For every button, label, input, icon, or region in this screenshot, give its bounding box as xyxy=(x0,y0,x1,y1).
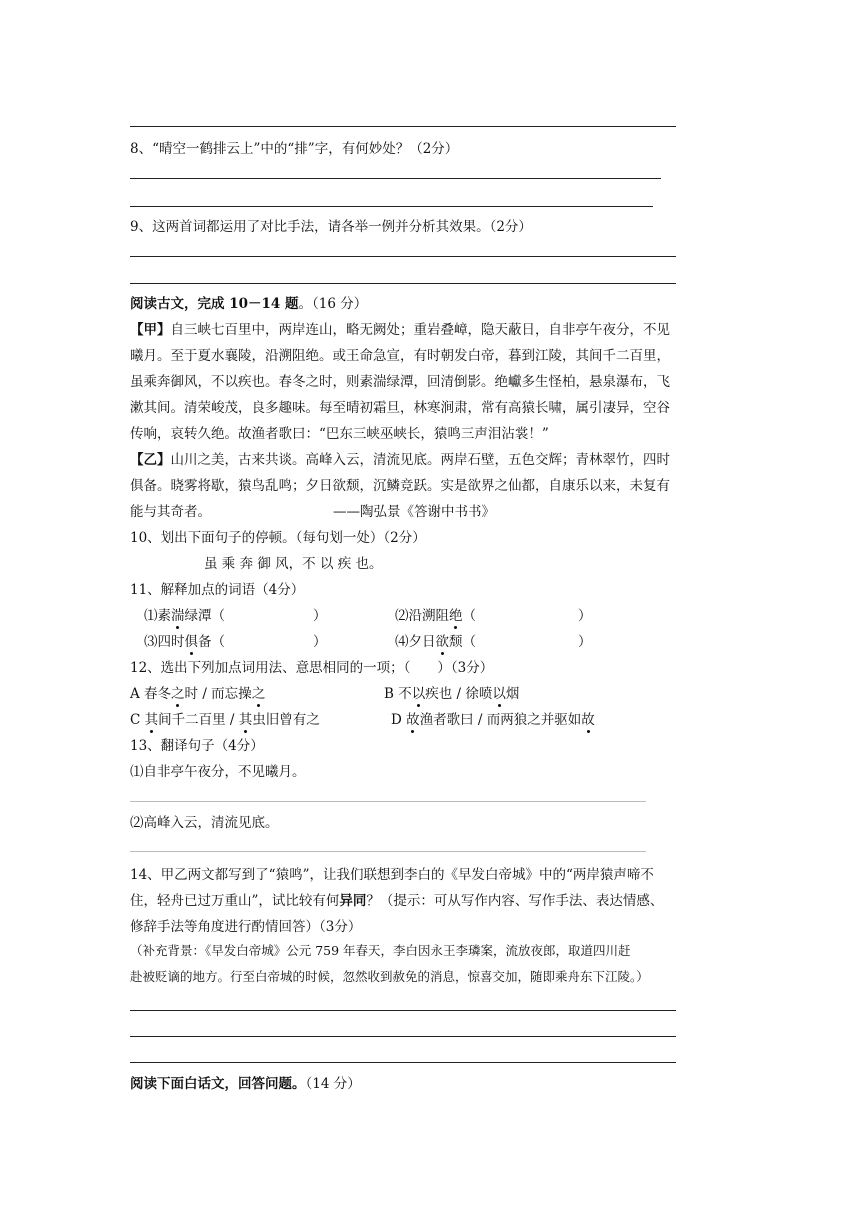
item-text: ⑶四时 xyxy=(144,634,185,650)
question-12: 12、选出下列加点词用法、意思相同的一项；（ ）（3分） xyxy=(130,660,494,676)
q13-sentence-1: ⑴自非亭午夜分，不见曦月。 xyxy=(130,764,306,780)
q11-paren-2: ） xyxy=(578,608,592,624)
question-14-line-2 xyxy=(130,889,663,909)
dotted-word: 之 xyxy=(171,686,185,702)
dotted-word: 以 xyxy=(492,686,506,702)
passage-jia-line-1 xyxy=(130,318,670,338)
q11-paren-1: ） xyxy=(313,608,327,624)
dotted-word: 其 xyxy=(144,712,159,728)
q12-option-a xyxy=(130,682,265,702)
q11-item-2 xyxy=(395,604,476,624)
section-heading-modern xyxy=(130,1072,361,1092)
option-text: 虫旧曾有之 xyxy=(252,712,320,728)
dotted-word: 湍 xyxy=(171,608,185,624)
passage-jia-line-3: 虽乘奔御风，不以疾也。春冬之时，则素湍绿潭，回清倒影。绝巘多生怪柏，悬泉瀑布，飞 xyxy=(130,374,670,390)
q12-option-d xyxy=(391,708,595,728)
passage-jia-line-2: 曦月。至于夏水襄陵，沿溯阻绝。或王命急宣，有时朝发白帝，暮到江陵，其间千二百里， xyxy=(130,348,670,364)
item-text: 绿潭（ xyxy=(184,608,225,624)
answer-line xyxy=(130,178,661,179)
option-text: D xyxy=(391,712,407,728)
item-text: （ xyxy=(462,608,476,624)
dotted-word: 绝 xyxy=(449,608,463,624)
answer-line xyxy=(130,1062,676,1063)
answer-line xyxy=(130,206,653,207)
emphasis-text: 异同 xyxy=(339,893,367,909)
q11-item-1 xyxy=(144,604,225,624)
passage-source: ——陶弘景《答谢中书书》 xyxy=(333,504,495,520)
option-text: 烟 xyxy=(505,686,520,702)
option-text: 时 / 而忘操 xyxy=(184,686,252,702)
dotted-word: 其 xyxy=(238,712,253,728)
section-score: 。（16 分） xyxy=(298,296,368,312)
answer-line xyxy=(130,1010,676,1011)
question-text: ？（提示：可从写作内容、写作手法、表达情感、 xyxy=(366,893,664,909)
q13-sentence-2: ⑵高峰入云，清流见底。 xyxy=(130,815,279,831)
dotted-word: 以 xyxy=(411,686,426,702)
background-note-1: （补充背景：《早发白帝城》公元 759 年春天，李白因永王李璘案，流放夜郎，取道四川赶 xyxy=(130,943,631,958)
item-text: ⑷夕日 xyxy=(395,634,436,650)
section-score: （14 分） xyxy=(305,1076,361,1092)
option-text: C xyxy=(130,712,145,728)
item-text: 颓（ xyxy=(449,634,476,650)
option-text: 疾也 / 徐喷 xyxy=(425,686,493,702)
passage-jia-line-5: 传响，哀转久绝。故渔者歌曰：“巴东三峡巫峡长，猿鸣三声泪沾裳！” xyxy=(130,426,549,442)
answer-line xyxy=(130,801,646,802)
option-text: 渔者歌曰 / 而两狼之并驱如 xyxy=(419,712,582,728)
q11-item-3 xyxy=(144,630,225,650)
passage-mark-jia: 【甲】 xyxy=(130,322,171,338)
question-11: 11、解释加点的词语（4分） xyxy=(130,582,305,598)
section-heading-classical xyxy=(130,292,367,312)
option-text: B 不 xyxy=(384,686,412,702)
q11-paren-3: ） xyxy=(313,634,327,650)
dotted-word: 俱 xyxy=(184,634,198,650)
passage-yi-line-3: 能与其奇者。 xyxy=(130,504,211,520)
dotted-word: 之 xyxy=(251,686,266,702)
passage-mark-yi: 【乙】 xyxy=(130,452,171,468)
dotted-word: 故 xyxy=(581,712,595,728)
question-8: 8、“晴空一鹤排云上”中的“排”字，有何妙处？（2分） xyxy=(130,141,459,157)
passage-jia-line-4: 漱其间。清荣峻茂，良多趣味。每至晴初霜旦，林寒涧肃，常有高猿长啸，属引凄异，空谷 xyxy=(130,400,670,416)
section-title: 阅读古文，完成 10－14 题 xyxy=(130,296,299,312)
item-text: ⑵沿溯阻 xyxy=(395,608,449,624)
passage-text: 山川之美，古来共谈。高峰入云，清流见底。两岸石壁，五色交辉；青林翠竹，四时 xyxy=(170,452,670,468)
option-text: 间千二百里 / xyxy=(158,712,239,728)
background-note-2: 赴被贬谪的地方。行至白帝城的时候，忽然收到赦免的消息，惊喜交加，随即乘舟东下江陵。） xyxy=(130,969,649,984)
dotted-word: 故 xyxy=(406,712,420,728)
answer-line xyxy=(130,126,676,127)
question-10: 10、划出下面句子的停顿。（每句划一处）（2分） xyxy=(130,530,426,546)
answer-line xyxy=(130,1036,676,1037)
question-9: 9、这两首词都运用了对比手法，请各举一例并分析其效果。（2分） xyxy=(130,219,532,235)
passage-yi-line-1 xyxy=(130,448,670,468)
question-14-line-1: 14、甲乙两文都写到了“猿鸣”，让我们联想到李白的《早发白帝城》中的“两岸猿声啼不 xyxy=(130,867,654,883)
q11-paren-4: ） xyxy=(578,634,592,650)
dotted-word: 欲 xyxy=(435,634,449,650)
answer-line xyxy=(130,851,646,852)
question-10-sentence: 虽 乘 奔 御 风，不 以 疾 也。 xyxy=(204,556,383,572)
passage-yi-line-2: 俱备。晓雾将歇，猿鸟乱鸣；夕日欲颓，沉鳞竞跃。实是欲界之仙都，自康乐以来，未复有 xyxy=(130,478,670,494)
item-text: ⑴素 xyxy=(144,608,171,624)
answer-line xyxy=(130,283,676,284)
option-text: A 春冬 xyxy=(130,686,172,702)
passage-text: 自三峡七百里中，两岸连山，略无阙处；重岩叠嶂，隐天蔽日，自非亭午夜分，不见 xyxy=(170,322,670,338)
q12-option-c xyxy=(130,708,320,728)
item-text: 备（ xyxy=(198,634,225,650)
question-text: 住，轻舟已过万重山”，试比较有何 xyxy=(130,893,340,909)
answer-line xyxy=(130,256,676,257)
section-title: 阅读下面白话文，回答问题。 xyxy=(130,1076,306,1092)
question-13: 13、翻译句子（4分） xyxy=(130,738,264,754)
q12-option-b xyxy=(384,682,519,702)
question-14-line-3: 修辞手法等角度进行酌情回答）（3分） xyxy=(130,919,362,935)
q11-item-4 xyxy=(395,630,476,650)
